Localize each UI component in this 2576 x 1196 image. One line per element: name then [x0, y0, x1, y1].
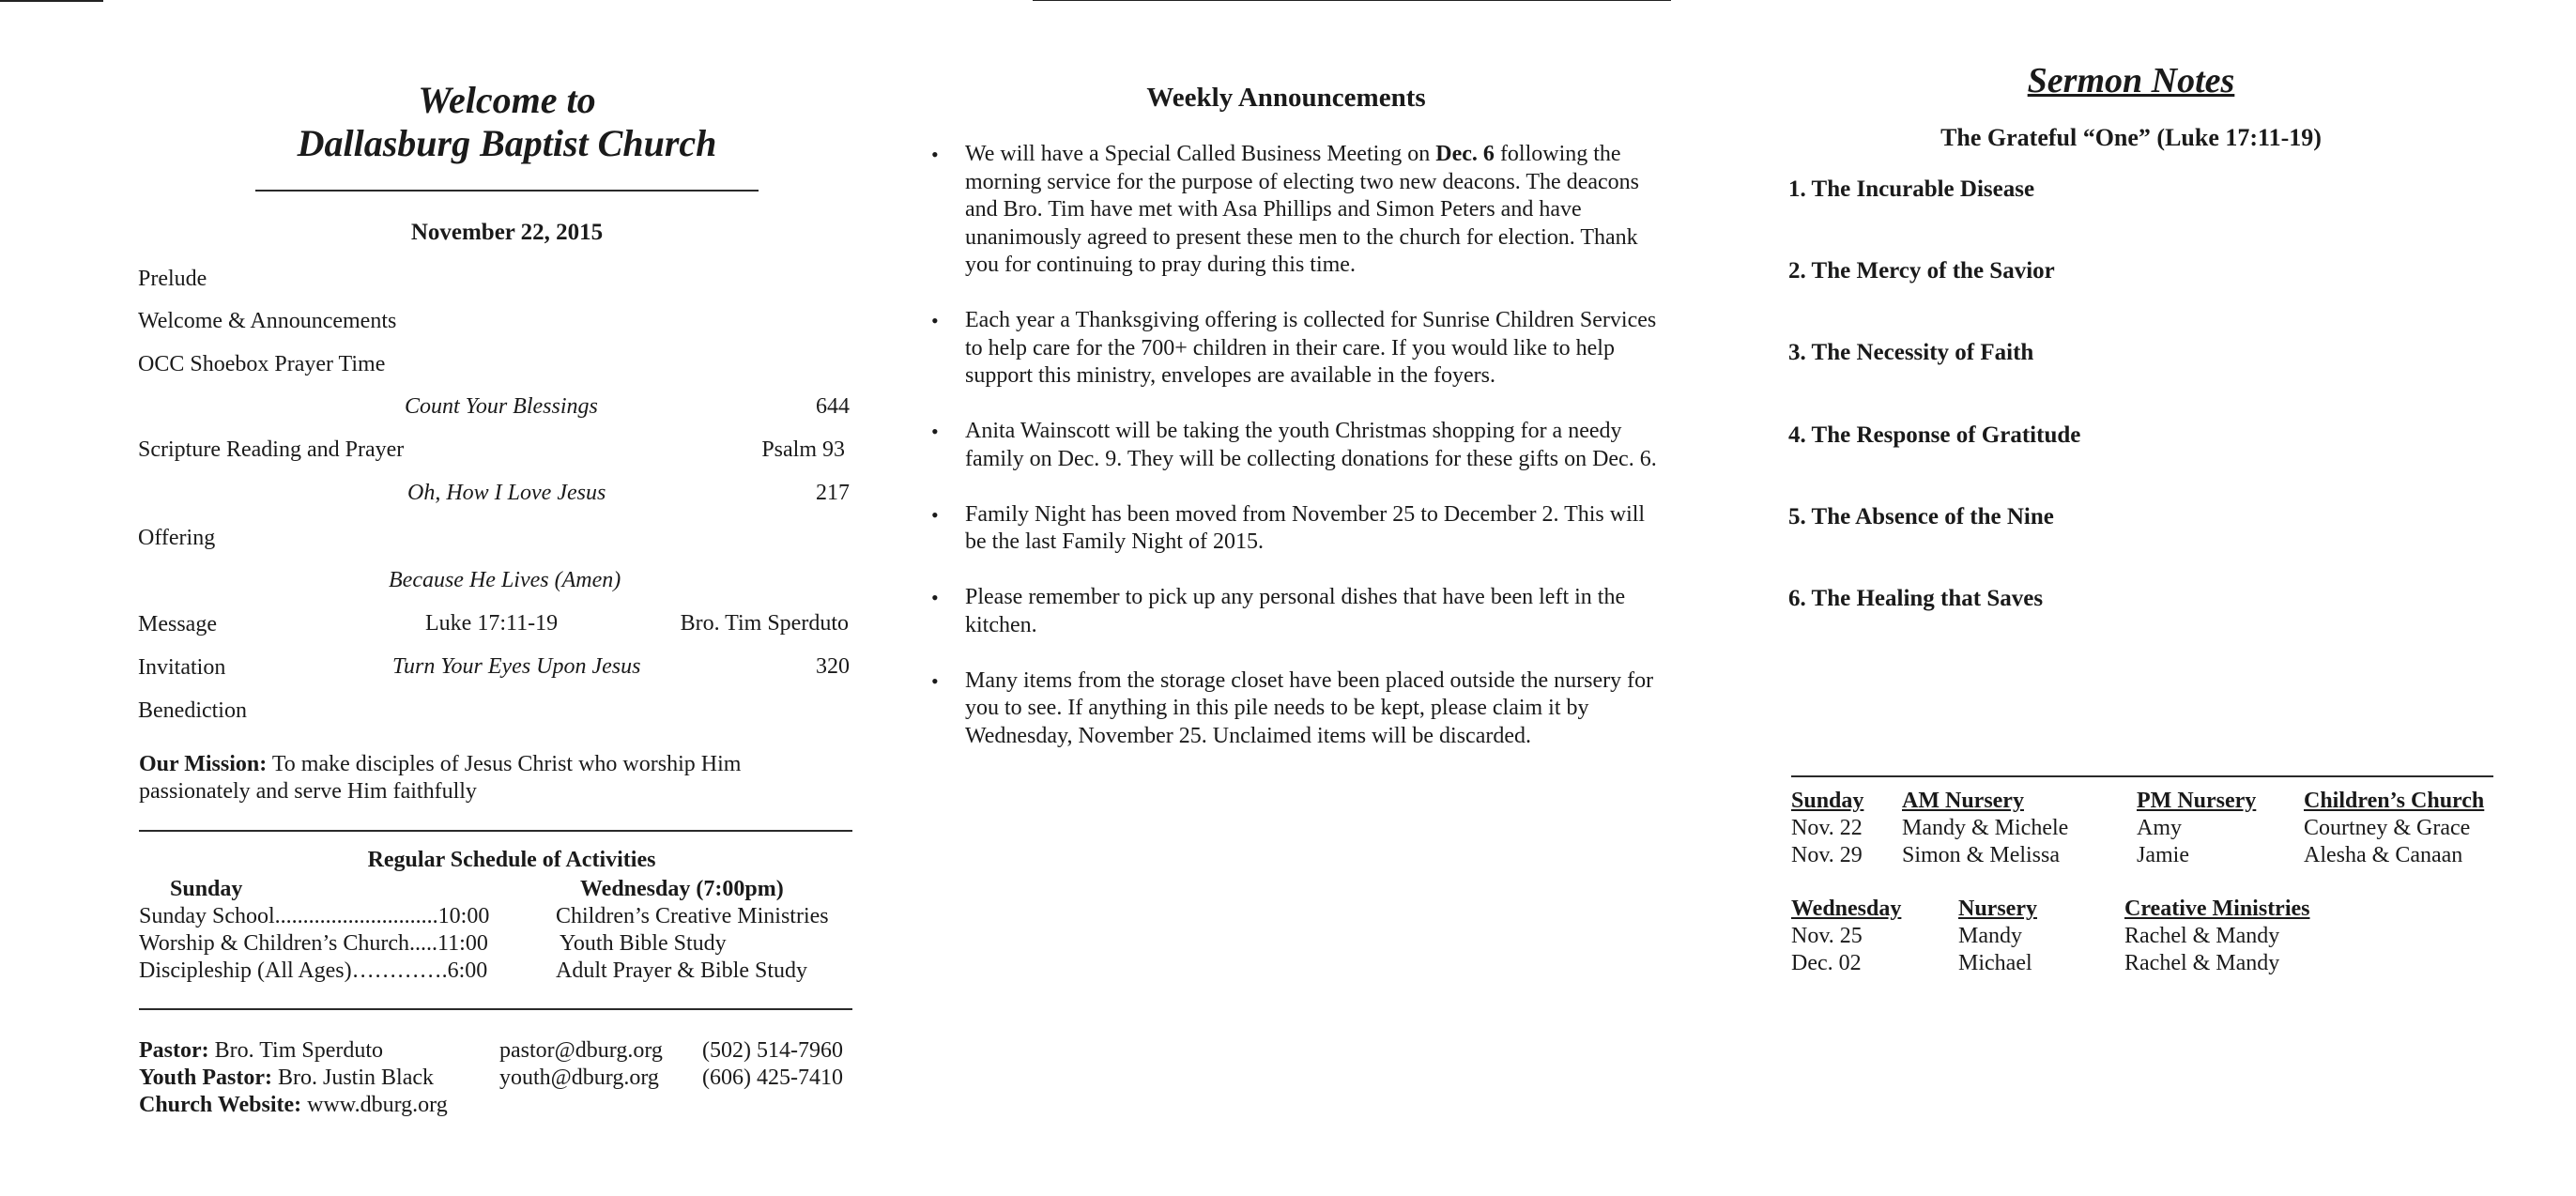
message-reference: Luke 17:11-19 — [425, 611, 559, 636]
wednesday-column-header: Wednesday — [1791, 897, 1902, 921]
sermon-point: 5. The Absence of the Nine — [1788, 504, 2054, 529]
nursery-volunteer: Mandy & Michele — [1902, 816, 2069, 840]
wednesday-schedule-item: Youth Bible Study — [560, 931, 727, 956]
welcome-announcements: Welcome & Announcements — [138, 309, 397, 333]
youth-phone: (606) 425-7410 — [702, 1066, 843, 1090]
title-divider — [255, 190, 759, 192]
message: Message — [138, 612, 217, 636]
sermon-point: 1. The Incurable Disease — [1788, 176, 2035, 202]
nursery-volunteer: Simon & Melissa — [1902, 843, 2061, 867]
wednesday-heading: Wednesday (7:00pm) — [580, 877, 784, 901]
bullet-icon: • — [931, 668, 939, 693]
sunday-schedule-item: Worship & Children’s Church.....11:00 — [139, 931, 488, 956]
announcement-text: Anita Wainscott will be taking the youth Christmas shopping for a needy family on Dec. 9. They will be collecting donations for these gifts on Dec. 6. — [965, 419, 1657, 471]
announcement-item — [912, 667, 1664, 751]
website-label: Church Website: — [139, 1093, 302, 1117]
wednesday-schedule-item: Children’s Creative Ministries — [556, 904, 829, 928]
pastor-phone: (502) 514-7960 — [702, 1038, 843, 1063]
nursery-volunteer: Jamie — [2137, 843, 2189, 867]
announcement-item — [912, 141, 1664, 280]
welcome-title-line1: Welcome to — [418, 79, 596, 121]
sunday-schedule-item: Sunday School.............................10:00 — [139, 904, 490, 928]
song-because-he-lives: Because He Lives (Amen) — [389, 568, 621, 592]
announcement-text: following the morning service for the purpose of electing two new deacons. The deacons and Bro. Tim have met with Asa Phillips and Simon Peters and have unanimously agreed to present these men to the church for election. Thank you for continuing to pray during this time. — [965, 142, 1639, 277]
sermon-point: 6. The Healing that Saves — [1788, 586, 2044, 611]
mission-text-line1: To make disciples of Jesus Christ who worship Him — [267, 752, 742, 776]
nursery-volunteer: Alesha & Canaan — [2304, 843, 2463, 867]
website-url[interactable]: www.dburg.org — [301, 1093, 448, 1117]
scripture-reading: Scripture Reading and Prayer — [138, 437, 405, 462]
am-nursery-header: AM Nursery — [1902, 789, 2024, 813]
nursery-volunteer: Courtney & Grace — [2304, 816, 2471, 840]
bullet-icon: • — [931, 143, 939, 166]
schedule-title: Regular Schedule of Activities — [367, 848, 656, 872]
nursery-volunteer: Michael — [1958, 951, 2032, 975]
scripture-reference: Psalm 93 — [761, 437, 845, 462]
offering: Offering — [138, 526, 216, 550]
hymn-number: 217 — [816, 481, 850, 505]
invitation-song: Turn Your Eyes Upon Jesus — [392, 654, 641, 679]
nursery-date: Nov. 25 — [1791, 924, 1863, 948]
sunday-heading: Sunday — [170, 877, 243, 901]
youth-pastor-line — [139, 1066, 434, 1091]
bullet-icon: • — [931, 309, 939, 332]
sermon-notes-panel — [1737, 0, 2576, 1196]
pastor-name: Bro. Tim Sperduto — [208, 1038, 384, 1063]
hymn-number: 320 — [816, 654, 850, 679]
pm-nursery-header: PM Nursery — [2137, 789, 2257, 813]
hymn-number: 644 — [816, 394, 850, 419]
announcement-text: Family Night has been moved from November 25 to December 2. This will be the last Family Night of 2015. — [965, 501, 1646, 554]
welcome-title-line2: Dallasburg Baptist Church — [297, 122, 717, 164]
youth-pastor-name: Bro. Justin Black — [272, 1066, 434, 1090]
hymn-count-your-blessings: Count Your Blessings — [405, 394, 598, 419]
nursery-date: Dec. 02 — [1791, 951, 1862, 975]
mission-label: Our Mission: — [139, 752, 268, 776]
benediction: Benediction — [138, 698, 247, 723]
announcement-text: Many items from the storage closet have been placed outside the nursery for you to see. If anything in this pile needs to be kept, please claim it by Wednesday, November 25. Unclaimed items will be discarded. — [965, 667, 1654, 748]
announcement-item — [912, 307, 1664, 391]
pastor-label: Pastor: — [139, 1038, 209, 1063]
website-line — [139, 1093, 448, 1118]
announcements-title: Weekly Announcements — [1146, 83, 1426, 113]
nursery-volunteer: Rachel & Mandy — [2124, 951, 2280, 975]
schedule-divider — [139, 1008, 852, 1010]
bullet-icon: • — [931, 502, 939, 527]
sermon-point: 4. The Response of Gratitude — [1788, 422, 2081, 448]
invitation: Invitation — [138, 655, 226, 680]
sunday-schedule-item: Discipleship (All Ages)………….6:00 — [139, 958, 488, 983]
pastor-line — [139, 1038, 383, 1064]
nursery-divider — [1791, 775, 2493, 777]
nursery-volunteer: Rachel & Mandy — [2124, 924, 2280, 948]
nursery-volunteer: Amy — [2137, 816, 2182, 840]
pastor-email[interactable]: pastor@dburg.org — [499, 1038, 663, 1063]
service-date: November 22, 2015 — [410, 220, 604, 245]
order-of-service-panel — [0, 0, 873, 1196]
childrens-church-header: Children’s Church — [2304, 789, 2485, 813]
sermon-title: The Grateful “One” (Luke 17:11-19) — [1940, 124, 2322, 151]
wednesday-nursery-header: Nursery — [1958, 897, 2037, 921]
bullet-icon: • — [931, 586, 939, 609]
announcements-list — [912, 141, 1664, 778]
announcement-item — [912, 501, 1664, 557]
mission-statement — [139, 751, 852, 805]
announcement-text: Each year a Thanksgiving offering is collected for Sunrise Children Services to help care for the 700+ children in their care. If you would like to help support this ministry, envelopes are available in the foyers. — [965, 308, 1657, 388]
occ-prayer-time: OCC Shoebox Prayer Time — [138, 352, 386, 376]
nursery-date: Nov. 22 — [1791, 816, 1863, 840]
nursery-date: Nov. 29 — [1791, 843, 1863, 867]
announcement-date: Dec. 6 — [1435, 142, 1495, 166]
announcement-text: We will have a Special Called Business Meeting on — [965, 142, 1436, 166]
wednesday-schedule-item: Adult Prayer & Bible Study — [556, 958, 807, 983]
nursery-volunteer: Mandy — [1958, 924, 2022, 948]
sermon-point: 3. The Necessity of Faith — [1788, 340, 2034, 365]
sermon-point: 2. The Mercy of the Savior — [1788, 258, 2055, 284]
announcement-item — [912, 418, 1664, 473]
creative-ministries-header: Creative Ministries — [2124, 897, 2310, 921]
announcement-item — [912, 584, 1664, 639]
youth-email[interactable]: youth@dburg.org — [499, 1066, 659, 1090]
hymn-oh-how-i-love-jesus: Oh, How I Love Jesus — [407, 481, 606, 505]
bullet-icon: • — [931, 420, 939, 443]
mission-divider — [139, 830, 852, 832]
prelude: Prelude — [138, 267, 207, 291]
sunday-column-header: Sunday — [1791, 789, 1864, 813]
youth-pastor-label: Youth Pastor: — [139, 1066, 272, 1090]
announcement-text: Please remember to pick up any personal dishes that have been left in the kitchen. — [965, 585, 1626, 637]
message-speaker: Bro. Tim Sperduto — [680, 611, 849, 636]
mission-text-line2: passionately and serve Him faithfully — [139, 779, 477, 804]
sermon-notes-title: Sermon Notes — [2027, 61, 2235, 100]
announcements-panel — [873, 0, 1699, 1196]
